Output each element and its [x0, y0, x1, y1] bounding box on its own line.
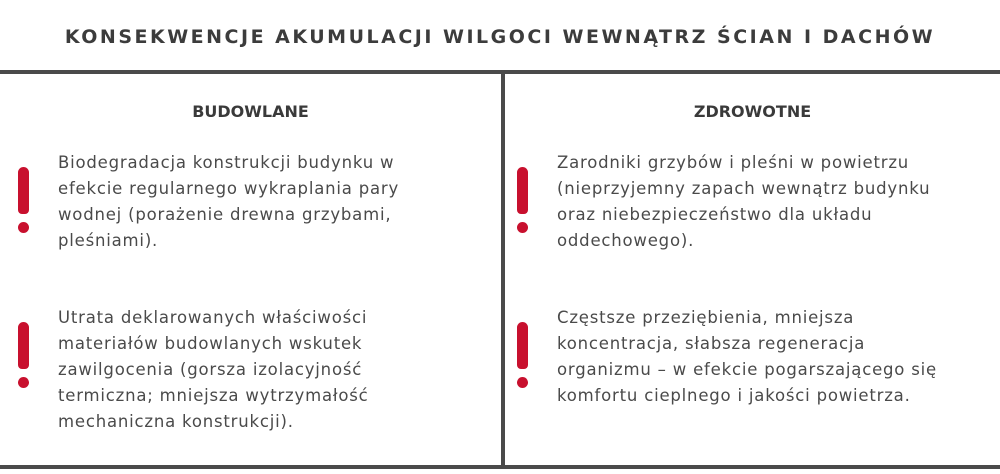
- column-heading-budowlane: BUDOWLANE: [192, 102, 309, 121]
- bottom-divider: [0, 465, 1000, 469]
- consequence-item-text: Częstsze przeziębienia, mniejsza koncentracja, słabsza regeneracja organizmu – w efekcie pogarszającego się komfortu cieplnego i jakości powietrza.: [557, 308, 937, 405]
- top-divider: [0, 70, 1000, 74]
- consequence-item-text: Biodegradacja konstrukcji budynku w efekcie regularnego wykraplania pary wodnej (porażenie drewna grzybami, pleśniami).: [58, 153, 400, 250]
- column-divider: [501, 70, 505, 469]
- consequence-item-text: Utrata deklarowanych właściwości materiałów budowlanych wskutek zawilgocenia (gorsza izolacyjność termiczna; mniejsza wytrzymałość mechaniczna konstrukcji).: [58, 308, 369, 431]
- consequence-item-text: Zarodniki grzybów i pleśni w powietrzu (nieprzyjemny zapach wewnątrz budynku oraz niebezpieczeństwo dla układu oddechowego).: [557, 153, 931, 250]
- column-heading-zdrowotne: ZDROWOTNE: [693, 102, 812, 121]
- infographic-title: KONSEKWENCJE AKUMULACJI WILGOCI WEWNĄTRZ ŚCIAN I DACHÓW: [64, 26, 936, 48]
